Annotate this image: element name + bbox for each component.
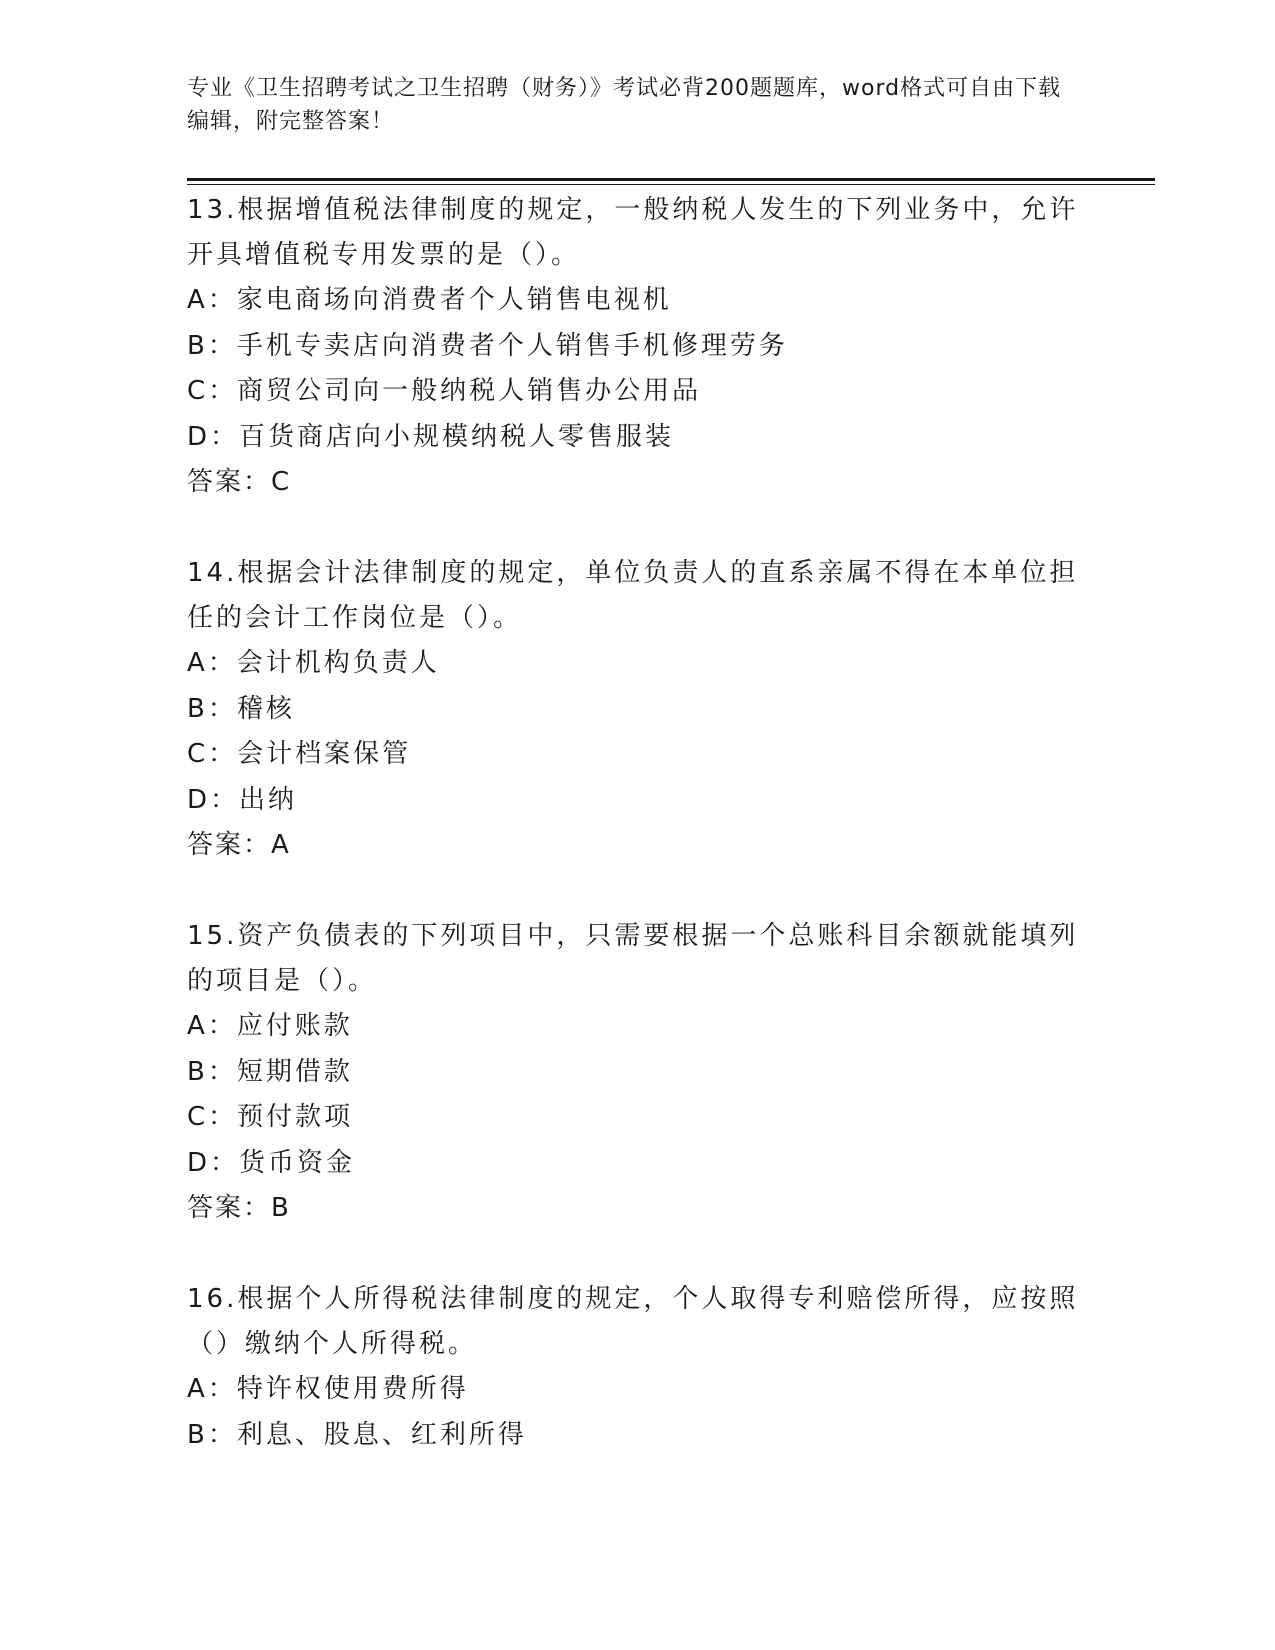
header-text: 专业《卫生招聘考试之卫生招聘（财务）》考试必背200题题库，word格式可自由下载编辑，附完整答案！ [187,76,1062,134]
question-stem: 13.根据增值税法律制度的规定，一般纳税人发生的下列业务中，允许开具增值税专用发票的是（）。 [187,195,1079,270]
option-b: B：短期借款 [187,1056,353,1087]
question-stem: 15.资产负债表的下列项目中，只需要根据一个总账科目余额就能填列的项目是（）。 [187,921,1079,996]
question-15 [187,914,1087,1231]
option-d: D：货币资金 [187,1147,356,1178]
header-divider-thick [187,178,1155,181]
answer-line: 答案：B [187,1193,291,1223]
question-list [187,188,1087,1504]
option-b: B：利息、股息、红利所得 [187,1419,527,1450]
question-16 [187,1277,1087,1458]
question-stem: 16.根据个人所得税法律制度的规定，个人取得专利赔偿所得，应按照（）缴纳个人所得税。 [187,1284,1079,1359]
option-c: C：预付款项 [187,1102,354,1132]
option-c: C：商贸公司向一般纳税人销售办公用品 [187,376,702,406]
answer-line: 答案：C [187,467,292,497]
option-c: C：会计档案保管 [187,739,412,769]
question-14 [187,551,1087,868]
option-a: A：会计机构负责人 [187,648,440,678]
option-a: A：特许权使用费所得 [187,1374,469,1404]
document-header [187,72,1067,138]
header-divider-thin [187,184,1155,185]
option-d: D：百货商店向小规模纳税人零售服装 [187,421,675,452]
option-b: B：稽核 [187,693,295,724]
question-13 [187,188,1087,505]
option-b: B：手机专卖店向消费者个人销售手机修理劳务 [187,330,788,361]
option-a: A：家电商场向消费者个人销售电视机 [187,285,672,315]
answer-line: 答案：A [187,830,291,860]
option-d: D：出纳 [187,784,298,815]
question-stem: 14.根据会计法律制度的规定，单位负责人的直系亲属不得在本单位担任的会计工作岗位是（）。 [187,558,1079,633]
option-a: A：应付账款 [187,1011,353,1041]
